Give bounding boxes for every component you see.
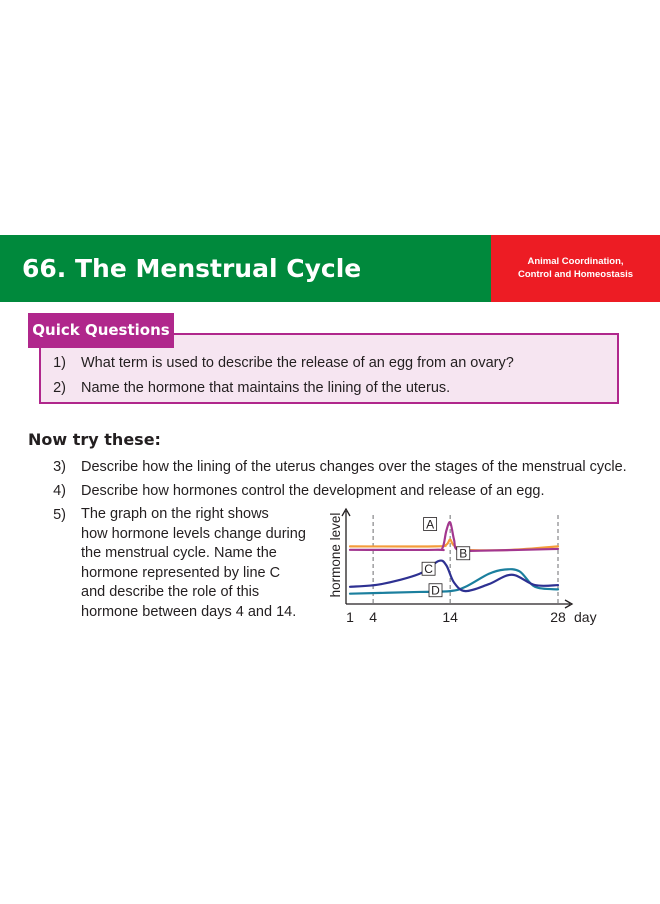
x-tick-labels [346, 609, 566, 625]
header-banner [0, 235, 660, 302]
question-number: 4) [53, 483, 66, 499]
series-label-a: A [426, 517, 435, 532]
x-tick-label: 1 [346, 609, 354, 625]
question-text-line: how hormone levels change during [81, 525, 306, 542]
series-label-b: B [459, 546, 468, 561]
series-label-c: C [424, 562, 433, 577]
question-text: Describe how the lining of the uterus changes over the stages of the menstrual cycle. [81, 459, 627, 475]
question-number: 2) [53, 380, 66, 396]
y-axis-label: hormone level [328, 512, 343, 598]
question-number: 3) [53, 459, 66, 475]
page-title: 66. The Menstrual Cycle [22, 254, 362, 283]
series-label-d: D [431, 583, 440, 598]
question-number: 5) [53, 507, 66, 523]
now-try-heading: Now try these: [28, 430, 161, 449]
question-text-line: hormone represented by line C [81, 564, 281, 581]
banner-topic-area [491, 235, 660, 302]
chart-axes [328, 509, 597, 625]
question-text-line: the menstrual cycle. Name the [81, 545, 277, 561]
question-text: Describe how hormones control the development and release of an egg. [81, 483, 545, 499]
quick-questions-label: Quick Questions [28, 313, 174, 348]
question-text-line: and describe the role of this [81, 584, 260, 600]
question-number: 1) [53, 355, 66, 371]
question-text-line: The graph on the right shows [81, 506, 269, 522]
topic-line-2: Control and Homeostasis [517, 269, 634, 280]
question-text-line: hormone between days 4 and 14. [81, 603, 297, 620]
question-text: What term is used to describe the release of an egg from an ovary? [81, 355, 514, 371]
chart-series [350, 522, 558, 594]
banner-title-area [0, 235, 491, 302]
topic-label [491, 255, 660, 281]
question-text: Name the hormone that maintains the lining of the uterus. [81, 380, 451, 396]
series-line-c [350, 561, 558, 592]
x-tick-label: 4 [369, 609, 378, 625]
x-tick-label: 14 [442, 609, 458, 625]
x-tick-label: 28 [550, 609, 566, 625]
hormone-chart [320, 503, 610, 628]
x-axis-label: day [574, 609, 597, 625]
topic-line-1: Animal Coordination, [527, 256, 624, 267]
